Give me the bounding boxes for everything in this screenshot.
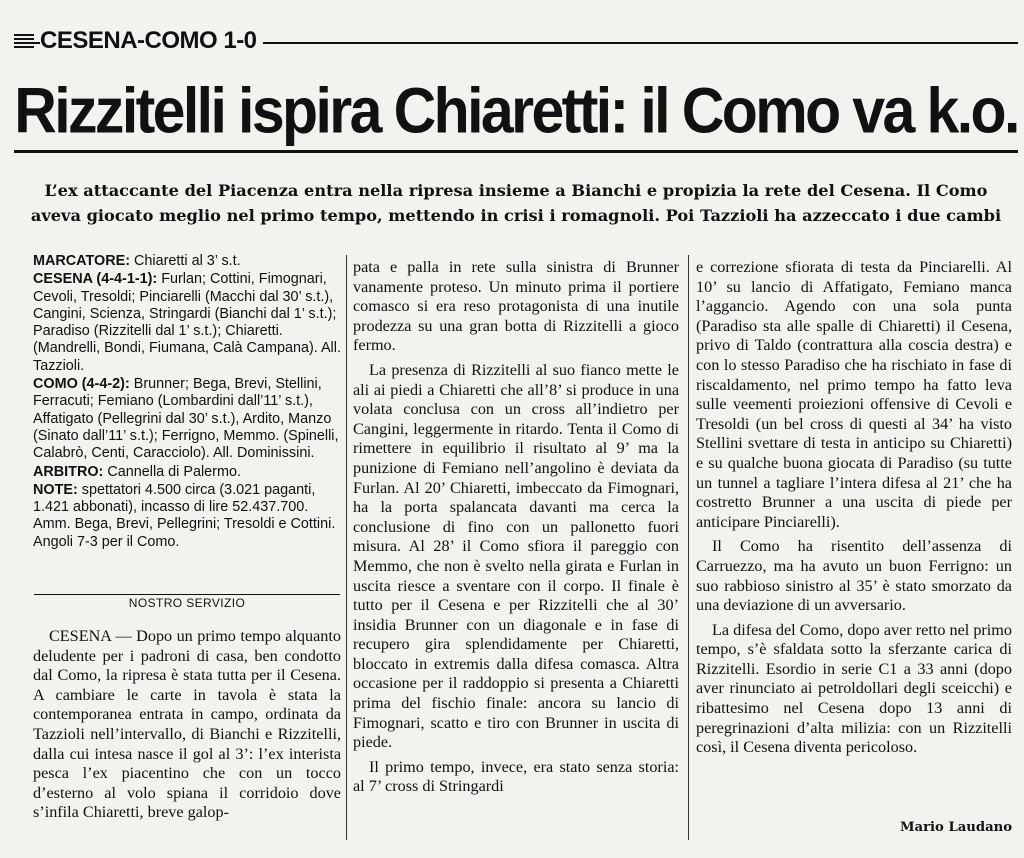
kicker-text: CESENA-COMO 1-0: [40, 27, 263, 55]
paragraph: La presenza di Rizzitelli al suo fianco mette le ali ai piedi a Chiaretti che all’8’ si produce in una volata conclusa con un cross all’indietro per Cangini, leggermente in ritardo. Tenta il Como di rimettere in equilibrio il risultato al 9’ ma la punizione di Femiano nell’angolino è deviata da Furlan. Al 20’ Chiaretti, imbeccato da Fimognari, ha la porta spalancata davanti ma cerca la conclusione di fino con un pallonetto fuori misura. Al 28’ il Como sfiora il pareggio con Memmo, che non è svelto nella girata e Furlan in uscita riesce a sventare con il corpo. Il finale è tutto per il Cesena e per Rizzitelli che al 30’ insidia Brunner con un diagonale e in fase di recupero gira splendidamente per Chiaretti, bloccato in extremis dalla difesa comasca. Altra occasione per il raddoppio si presenta a Chiaretti prima del fischio finale: ancora su lancio di Fimognari, scatto e tiro con Brunner in uscita di piede.: [353, 360, 679, 752]
column-rule: [346, 255, 347, 840]
arbitro: [33, 464, 341, 481]
kicker-bar: [14, 34, 34, 48]
subhead-line: L’ex attaccante del Piacenza entra nella ripresa insieme a Bianchi e propizia la rete del Cesena. Il Como: [44, 181, 988, 200]
paragraph: Il primo tempo, invece, era stato senza storia: al 7’ cross di Stringardi: [353, 757, 679, 796]
byline: Mario Laudano: [899, 820, 1012, 835]
marcatore: [33, 253, 341, 270]
servizio-label: NOSTRO SERVIZIO: [128, 596, 246, 610]
paragraph: La difesa del Como, dopo aver retto nel primo tempo, s’è sfaldata sotto la sferzante carica di Rizzitelli. Esordio in serie C1 a 33 anni (dopo aver rinunciato ai petroldollari degli sceicchi) e ribattesimo nel Cesena dopo 13 anni di peregrinazioni d’alta milizia: con un Rizzitelli così, il Cesena diventa pericoloso.: [696, 620, 1012, 757]
note-label: NOTE:: [33, 481, 78, 498]
paragraph: Il Como ha risentito dell’assenza di Carruezzo, ma ha avuto un buon Ferrigno: un suo rabbioso sinistro al 35’ è stato smorzato da una deviazione di un avversario.: [696, 537, 1012, 615]
article-column-3: [696, 258, 1012, 763]
paragraph: e correzione sfiorata di testa da Pinciarelli. Al 10’ su lancio di Affatigato, Femiano manca l’aggancio. Agendo con una sola punta (Paradiso sta alle spalle di Chiaretti) il Cesena, privo di Taldo (contrattura alla coscia destra) e con lo stesso Paradiso che ha rischiato in fase di riscaldamento, nel primo tempo ha fatto leva sulle veementi proiezioni offensive di Cevoli e Tresoldi (un bel cross di questi al 34’ ha visto Stellini svettare di testa in anticipo su Chiaretti) e su qualche buona giocata di Paradiso (su tutte un tunnel a tagliare l’intera difesa al 21’ che ha costretto Brunner a una uscita di piede per anticipare Pinciarelli).: [696, 258, 1012, 531]
como-lineup: [33, 376, 341, 462]
note: [33, 482, 341, 551]
cesena-lineup: [33, 271, 341, 375]
marcatore-label: MARCATORE:: [33, 253, 130, 269]
article-column-2: [353, 258, 679, 802]
column-rule: [688, 255, 689, 840]
cesena-label: CESENA (4-4-1-1):: [33, 271, 158, 288]
como-value: Brunner; Bega, Brevi, Stellini, Ferracuti; Femiano (Lombardini dall’11’ s.t.), Affatigato (Pellegrini dal 30’ s.t.), Ardito, Manzo (Sinato dall’11’ s.t.); Ferrigno, Memmo. (Spinelli, Calabrò, Centi, Caracciolo). All. Dominissini.: [33, 376, 339, 462]
arbitro-label: ARBITRO:: [33, 463, 104, 480]
headline-rule: [14, 150, 1018, 153]
headline: Rizzitelli ispira Chiaretti: il Como va k.o.: [14, 75, 1018, 147]
article-column-1: [33, 627, 341, 828]
subhead-line: aveva giocato meglio nel primo tempo, mettendo in crisi i romagnoli. Poi Tazzioli ha azzeccato i due cambi: [30, 206, 1002, 225]
servizio-rule: [34, 594, 340, 595]
marcatore-value: Chiaretti al 3’ s.t.: [130, 253, 241, 269]
cesena-value: Furlan; Cottini, Fimognari, Cevoli, Tresoldi; Pinciarelli (Macchi dal 30’ s.t.), Cangini, Scienza, Stringardi (Bianchi dal 1’ s.t.); Paradiso (Rizzitelli dal 1’ s.t.); Chiaretti. (Mandrelli, Bondi, Fiumana, Calà Campana). All. Tazzioli.: [33, 271, 341, 374]
paragraph: CESENA — Dopo un primo tempo alquanto deludente per i padroni di casa, ben condotto dal Como, la ripresa è stata tutta per il Cesena. A cambiare le carte in tavola è stata la contemporanea entrata in campo, ordinata da Tazzioli nell’intervallo, di Bianchi e Rizzitelli, dalla cui intesa nasce il gol al 3’: l’ex interista pesca l’ex piacentino che con un tocco d’esterno al volo spiana il corridoio dove s’infila Chiaretti, breve galop-: [33, 627, 341, 822]
como-label: COMO (4-4-2):: [33, 376, 130, 393]
kicker: [14, 28, 308, 54]
arbitro-value: Cannella di Palermo.: [103, 463, 241, 480]
subhead: [14, 178, 1018, 228]
note-value: spettatori 4.500 circa (3.021 paganti, 1.421 abbonati), incasso di lire 52.437.700. Amm. Bega, Brevi, Pellegrini; Tresoldi e Cottini. Angoli 7-3 per il Como.: [33, 481, 336, 550]
paragraph: pata e palla in rete sulla sinistra di Brunner vanamente proteso. Un minuto prima il portiere comasco si era reso protagonista di una inutile prodezza su una gran botta di Rizzitelli a gioco fermo.: [353, 258, 679, 355]
lineup-box: [33, 253, 341, 552]
